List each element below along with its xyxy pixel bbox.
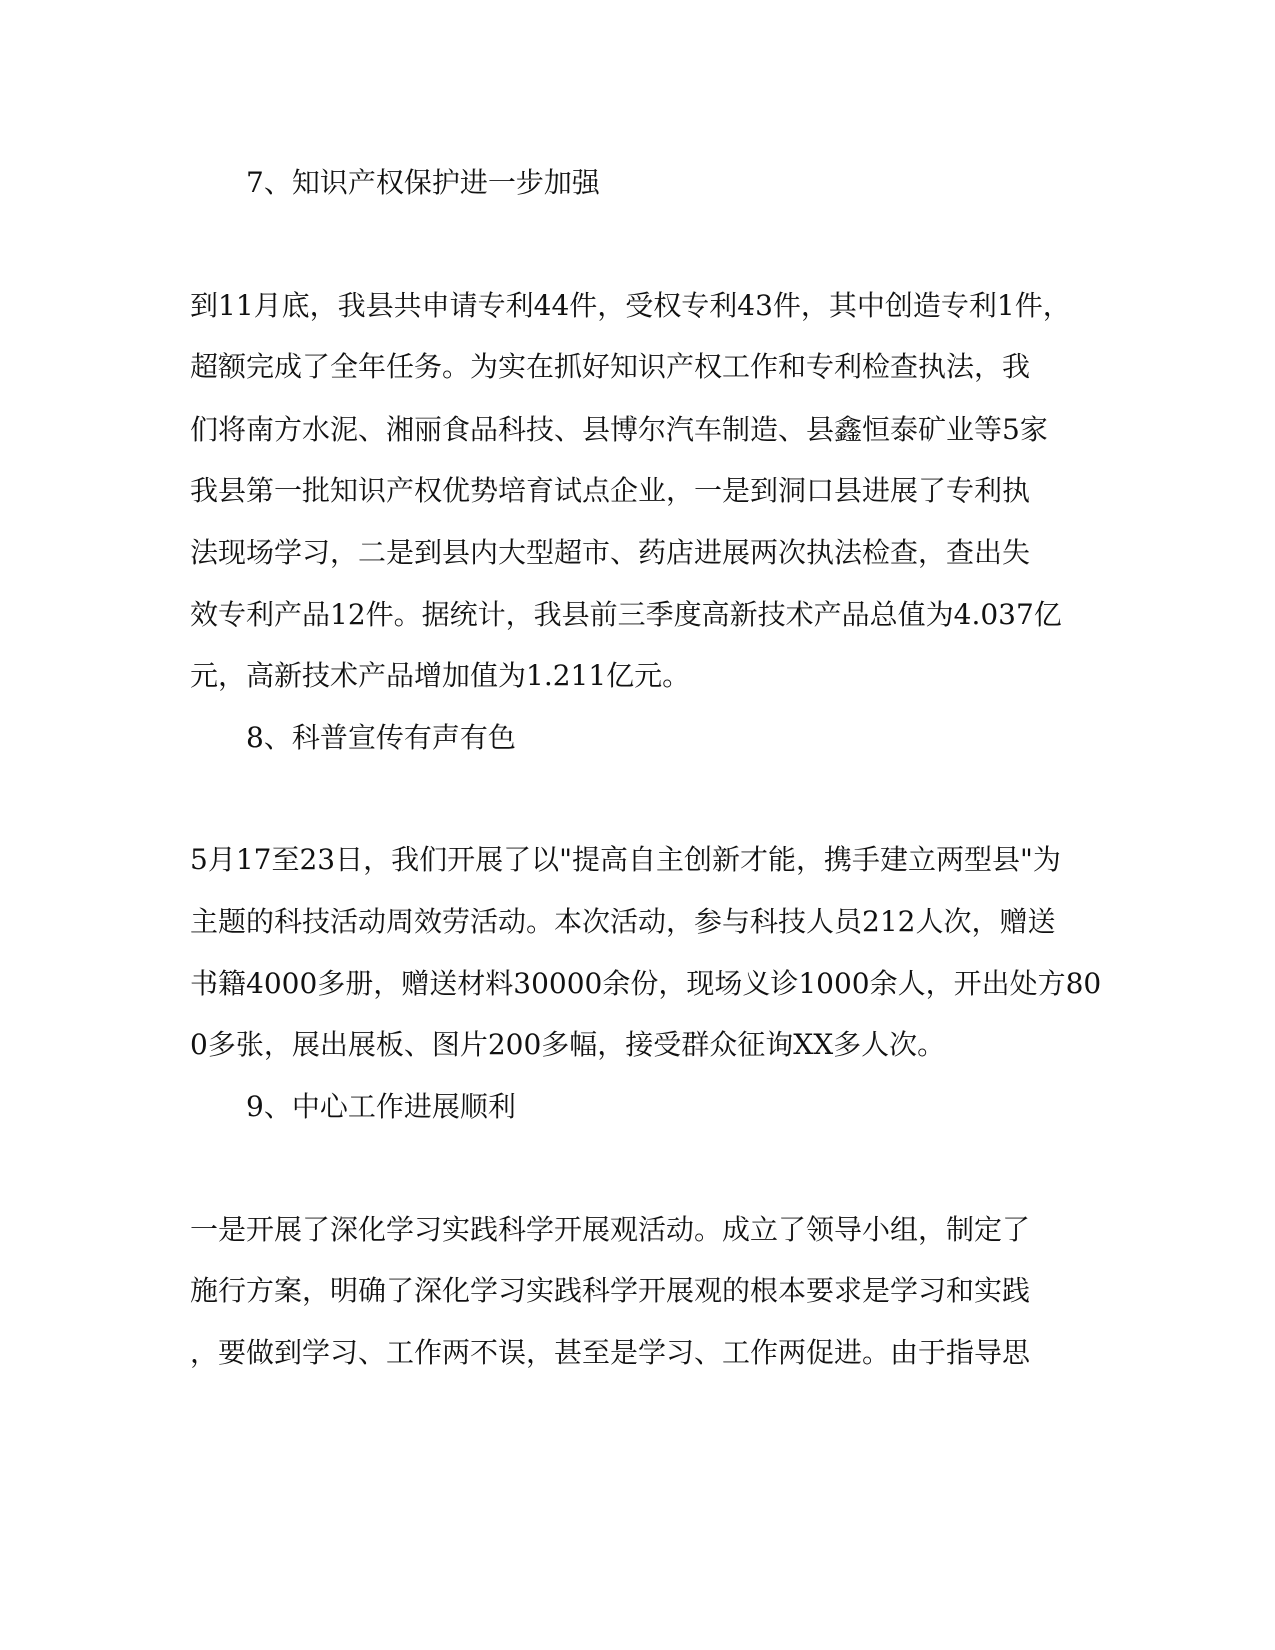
paragraph-line: 到11月底，我县共申请专利44件，受权专利43件，其中创造专利1件， — [190, 289, 1071, 322]
paragraph-line: 们将南方水泥、湘丽食品科技、县博尔汽车制造、县鑫恒泰矿业等5家 — [190, 413, 1048, 446]
paragraph-line: 一是开展了深化学习实践科学开展观活动。成立了领导小组，制定了 — [190, 1213, 1031, 1246]
section-heading-8: 8、科普宣传有声有色 — [246, 721, 516, 754]
paragraph-line: 5月17至23日，我们开展了以"提高自主创新才能，携手建立两型县"为 — [190, 843, 1061, 876]
paragraph-line: 效专利产品12件。据统计，我县前三季度高新技术产品总值为4.037亿 — [190, 598, 1062, 631]
paragraph-line: ，要做到学习、工作两不误，甚至是学习、工作两促进。由于指导思 — [190, 1336, 1031, 1369]
section-heading-7: 7、知识产权保护进一步加强 — [246, 166, 600, 199]
paragraph-line: 0多张，展出展板、图片200多幅，接受群众征询XX多人次。 — [190, 1028, 946, 1061]
paragraph-line: 主题的科技活动周效劳活动。本次活动，参与科技人员212人次，赠送 — [190, 905, 1056, 938]
paragraph-line: 施行方案，明确了深化学习实践科学开展观的根本要求是学习和实践 — [190, 1274, 1031, 1307]
section-heading-9: 9、中心工作进展顺利 — [246, 1090, 516, 1123]
paragraph-line: 元，高新技术产品增加值为1.211亿元。 — [190, 659, 691, 692]
paragraph-line: 我县第一批知识产权优势培育试点企业，一是到洞口县进展了专利执 — [190, 474, 1031, 507]
paragraph-line: 超额完成了全年任务。为实在抓好知识产权工作和专利检查执法，我 — [190, 350, 1031, 383]
paragraph-line: 书籍4000多册，赠送材料30000余份，现场义诊1000余人，开出处方80 — [190, 967, 1102, 1000]
paragraph-line: 法现场学习，二是到县内大型超市、药店进展两次执法检查，查出失 — [190, 536, 1031, 569]
